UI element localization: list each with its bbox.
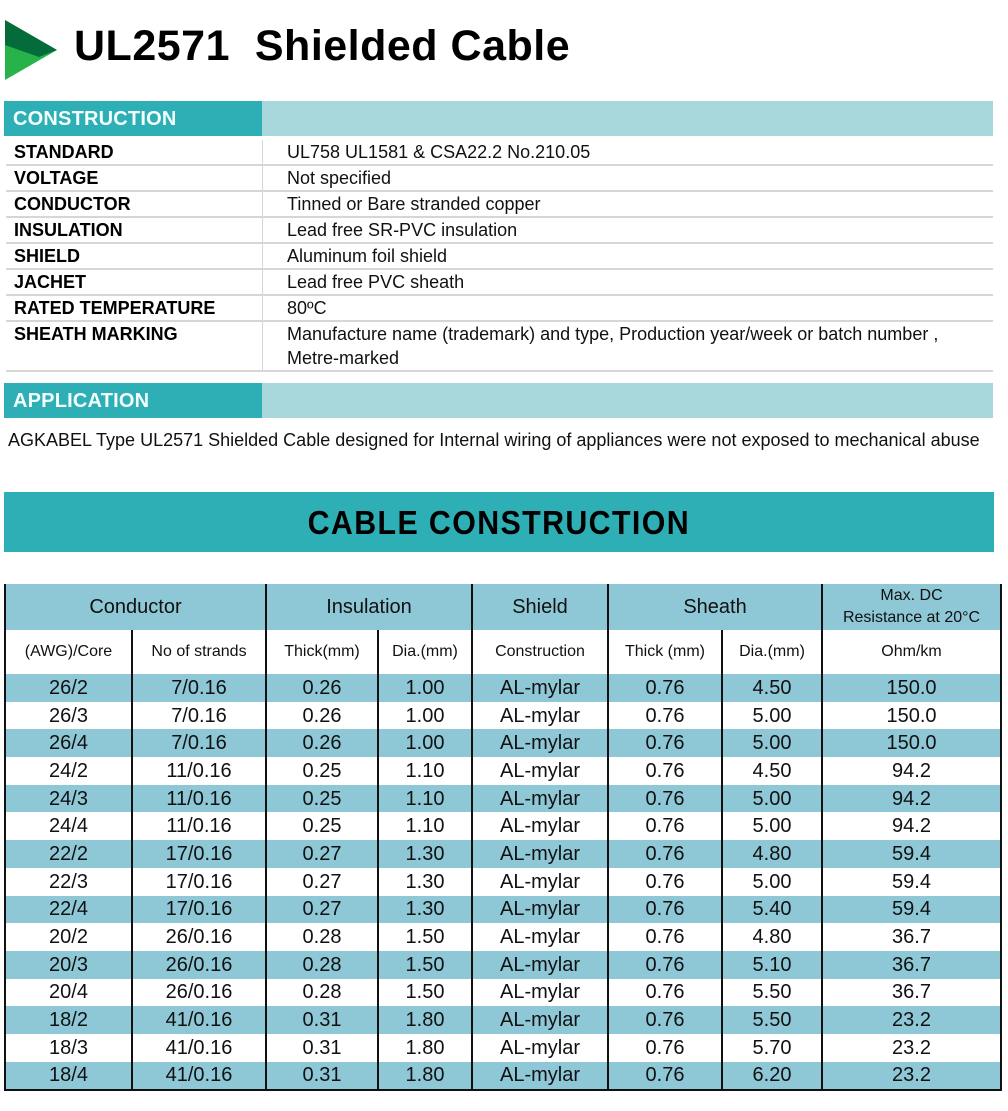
cell-insulation-thick: 0.31 <box>266 1062 378 1091</box>
cell-sheath-dia: 4.80 <box>722 923 822 951</box>
cell-resistance: 36.7 <box>822 979 1001 1007</box>
table-row <box>5 812 1001 840</box>
construction-key: STANDARD <box>6 140 263 164</box>
table-group-header-row <box>5 584 1001 630</box>
cell-no-of-strands: 11/0.16 <box>132 812 266 840</box>
cell-sheath-thick: 0.76 <box>608 896 722 924</box>
cell-resistance: 59.4 <box>822 840 1001 868</box>
construction-row <box>6 166 993 192</box>
cell-awg-core: 22/4 <box>5 896 132 924</box>
cell-sheath-thick: 0.76 <box>608 729 722 757</box>
cell-insulation-dia: 1.30 <box>378 868 472 896</box>
cell-awg-core: 18/3 <box>5 1034 132 1062</box>
cell-awg-core: 18/4 <box>5 1062 132 1091</box>
table-sub-header-row <box>5 630 1001 674</box>
cell-awg-core: 26/2 <box>5 674 132 702</box>
cell-sheath-thick: 0.76 <box>608 979 722 1007</box>
cell-sheath-dia: 5.00 <box>722 868 822 896</box>
cell-resistance: 36.7 <box>822 951 1001 979</box>
application-description: AGKABEL Type UL2571 Shielded Cable designed for Internal wiring of appliances were not exposed to mechanical abuse <box>8 430 980 450</box>
cell-awg-core: 24/2 <box>5 757 132 785</box>
application-label-block <box>4 383 262 418</box>
page-title: UL2571 Shielded Cable <box>74 22 571 70</box>
cell-insulation-thick: 0.25 <box>266 785 378 813</box>
construction-value: Tinned or Bare stranded copper <box>287 194 541 214</box>
cell-insulation-dia: 1.80 <box>378 1006 472 1034</box>
cell-no-of-strands: 7/0.16 <box>132 729 266 757</box>
cell-no-of-strands: 17/0.16 <box>132 896 266 924</box>
cell-insulation-thick: 0.26 <box>266 674 378 702</box>
subheader-shield-construction: Construction <box>472 630 608 674</box>
cell-no-of-strands: 41/0.16 <box>132 1006 266 1034</box>
header-shield: Shield <box>472 584 608 630</box>
cell-no-of-strands: 41/0.16 <box>132 1062 266 1091</box>
cell-resistance: 23.2 <box>822 1062 1001 1091</box>
cell-shield-construction: AL-mylar <box>472 1062 608 1091</box>
cell-insulation-thick: 0.26 <box>266 729 378 757</box>
cell-shield-construction: AL-mylar <box>472 979 608 1007</box>
construction-row <box>6 296 993 322</box>
cell-no-of-strands: 41/0.16 <box>132 1034 266 1062</box>
subheader-sheath-thick: Thick (mm) <box>608 630 722 674</box>
header-insulation: Insulation <box>266 584 472 630</box>
header-conductor: Conductor <box>5 584 266 630</box>
cell-insulation-dia: 1.00 <box>378 702 472 730</box>
construction-row <box>6 140 993 166</box>
cell-insulation-dia: 1.50 <box>378 951 472 979</box>
construction-heading: CONSTRUCTION <box>13 108 177 130</box>
cell-resistance: 94.2 <box>822 785 1001 813</box>
cell-insulation-dia: 1.80 <box>378 1034 472 1062</box>
cell-sheath-thick: 0.76 <box>608 674 722 702</box>
cell-insulation-dia: 1.10 <box>378 812 472 840</box>
table-body <box>5 674 1001 1090</box>
cell-no-of-strands: 26/0.16 <box>132 951 266 979</box>
cell-awg-core: 26/4 <box>5 729 132 757</box>
construction-value: Manufacture name (trademark) and type, Production year/week or batch number , Metre-marked <box>287 324 939 368</box>
cell-sheath-thick: 0.76 <box>608 1062 722 1091</box>
cell-sheath-thick: 0.76 <box>608 812 722 840</box>
subheader-sheath-dia: Dia.(mm) <box>722 630 822 674</box>
cell-insulation-dia: 1.80 <box>378 1062 472 1091</box>
cell-insulation-dia: 1.30 <box>378 840 472 868</box>
subheader-awg-core: (AWG)/Core <box>5 630 132 674</box>
table-row <box>5 923 1001 951</box>
construction-key: RATED TEMPERATURE <box>6 296 263 320</box>
cell-no-of-strands: 17/0.16 <box>132 868 266 896</box>
construction-spec-list <box>6 140 993 372</box>
cell-shield-construction: AL-mylar <box>472 1006 608 1034</box>
cell-sheath-dia: 5.00 <box>722 729 822 757</box>
subheader-insulation-dia: Dia.(mm) <box>378 630 472 674</box>
application-heading: APPLICATION <box>13 390 150 412</box>
cell-insulation-thick: 0.31 <box>266 1034 378 1062</box>
construction-key: JACHET <box>6 270 263 294</box>
construction-key: INSULATION <box>6 218 263 242</box>
table-row <box>5 702 1001 730</box>
cell-insulation-thick: 0.25 <box>266 812 378 840</box>
cell-no-of-strands: 17/0.16 <box>132 840 266 868</box>
construction-value: Lead free SR-PVC insulation <box>287 220 518 240</box>
cell-shield-construction: AL-mylar <box>472 868 608 896</box>
subheader-no-of-strands: No of strands <box>132 630 266 674</box>
cell-sheath-thick: 0.76 <box>608 868 722 896</box>
cell-awg-core: 24/4 <box>5 812 132 840</box>
subheader-resistance-unit: Ohm/km <box>822 630 1001 674</box>
cell-insulation-thick: 0.26 <box>266 702 378 730</box>
construction-value: Aluminum foil shield <box>287 246 448 266</box>
cell-shield-construction: AL-mylar <box>472 923 608 951</box>
cell-resistance: 94.2 <box>822 812 1001 840</box>
cell-sheath-dia: 5.50 <box>722 979 822 1007</box>
cell-insulation-dia: 1.00 <box>378 674 472 702</box>
cell-shield-construction: AL-mylar <box>472 1034 608 1062</box>
page-header <box>0 0 1008 95</box>
header-resistance-line1: Max. DC <box>880 587 943 604</box>
cell-insulation-thick: 0.28 <box>266 979 378 1007</box>
table-row <box>5 785 1001 813</box>
table-row <box>5 1034 1001 1062</box>
construction-key: SHEATH MARKING <box>6 322 263 370</box>
cell-awg-core: 18/2 <box>5 1006 132 1034</box>
cell-shield-construction: AL-mylar <box>472 896 608 924</box>
cell-sheath-thick: 0.76 <box>608 757 722 785</box>
cell-resistance: 23.2 <box>822 1006 1001 1034</box>
table-row <box>5 896 1001 924</box>
cell-shield-construction: AL-mylar <box>472 674 608 702</box>
cell-awg-core: 24/3 <box>5 785 132 813</box>
construction-value: Not specified <box>287 168 392 188</box>
cell-awg-core: 22/3 <box>5 868 132 896</box>
table-row <box>5 757 1001 785</box>
header-max-dc-resistance <box>822 584 1001 630</box>
cell-shield-construction: AL-mylar <box>472 785 608 813</box>
cell-insulation-thick: 0.28 <box>266 951 378 979</box>
construction-key: SHIELD <box>6 244 263 268</box>
header-resistance-line2: Resistance at 20°C <box>842 609 981 626</box>
cell-insulation-dia: 1.10 <box>378 785 472 813</box>
cell-sheath-dia: 5.00 <box>722 702 822 730</box>
cell-insulation-dia: 1.10 <box>378 757 472 785</box>
cell-insulation-dia: 1.00 <box>378 729 472 757</box>
play-triangle-icon <box>5 20 57 80</box>
cell-sheath-dia: 5.40 <box>722 896 822 924</box>
subheader-insulation-thick: Thick(mm) <box>266 630 378 674</box>
cell-sheath-dia: 6.20 <box>722 1062 822 1091</box>
cell-sheath-dia: 5.10 <box>722 951 822 979</box>
cell-no-of-strands: 26/0.16 <box>132 923 266 951</box>
cell-no-of-strands: 11/0.16 <box>132 785 266 813</box>
construction-row <box>6 270 993 296</box>
table-row <box>5 868 1001 896</box>
cell-awg-core: 22/2 <box>5 840 132 868</box>
cell-sheath-thick: 0.76 <box>608 923 722 951</box>
cell-insulation-thick: 0.27 <box>266 896 378 924</box>
cell-no-of-strands: 26/0.16 <box>132 979 266 1007</box>
cable-spec-table <box>4 584 1002 1091</box>
cell-insulation-dia: 1.50 <box>378 923 472 951</box>
cell-shield-construction: AL-mylar <box>472 757 608 785</box>
cell-sheath-dia: 5.70 <box>722 1034 822 1062</box>
table-row <box>5 979 1001 1007</box>
cell-no-of-strands: 7/0.16 <box>132 702 266 730</box>
cell-resistance: 36.7 <box>822 923 1001 951</box>
construction-row <box>6 322 993 372</box>
cell-resistance: 150.0 <box>822 702 1001 730</box>
application-section-header <box>4 383 993 418</box>
cell-sheath-dia: 5.50 <box>722 1006 822 1034</box>
cell-no-of-strands: 11/0.16 <box>132 757 266 785</box>
table-row <box>5 1006 1001 1034</box>
construction-label-block <box>4 101 262 136</box>
cell-sheath-thick: 0.76 <box>608 1034 722 1062</box>
table-row <box>5 729 1001 757</box>
cell-sheath-thick: 0.76 <box>608 1006 722 1034</box>
cell-resistance: 59.4 <box>822 896 1001 924</box>
cell-insulation-thick: 0.31 <box>266 1006 378 1034</box>
cell-resistance: 150.0 <box>822 729 1001 757</box>
construction-key: CONDUCTOR <box>6 192 263 216</box>
cell-shield-construction: AL-mylar <box>472 951 608 979</box>
cell-resistance: 94.2 <box>822 757 1001 785</box>
cell-sheath-dia: 4.80 <box>722 840 822 868</box>
cell-resistance: 150.0 <box>822 674 1001 702</box>
cell-insulation-thick: 0.25 <box>266 757 378 785</box>
construction-value: UL758 UL1581 & CSA22.2 No.210.05 <box>287 142 591 162</box>
table-row <box>5 951 1001 979</box>
cell-resistance: 59.4 <box>822 868 1001 896</box>
cell-shield-construction: AL-mylar <box>472 812 608 840</box>
cell-shield-construction: AL-mylar <box>472 702 608 730</box>
cell-awg-core: 20/4 <box>5 979 132 1007</box>
cable-construction-title: CABLE CONSTRUCTION <box>307 504 691 541</box>
cell-no-of-strands: 7/0.16 <box>132 674 266 702</box>
cell-sheath-dia: 5.00 <box>722 785 822 813</box>
cell-sheath-dia: 5.00 <box>722 812 822 840</box>
table-row <box>5 1062 1001 1091</box>
construction-row <box>6 192 993 218</box>
construction-value: Lead free PVC sheath <box>287 272 465 292</box>
cable-construction-banner <box>4 492 994 552</box>
table-row <box>5 674 1001 702</box>
table-row <box>5 840 1001 868</box>
cell-sheath-dia: 4.50 <box>722 674 822 702</box>
cell-shield-construction: AL-mylar <box>472 840 608 868</box>
cell-insulation-dia: 1.50 <box>378 979 472 1007</box>
cell-sheath-dia: 4.50 <box>722 757 822 785</box>
construction-row <box>6 218 993 244</box>
cell-insulation-thick: 0.27 <box>266 840 378 868</box>
cell-resistance: 23.2 <box>822 1034 1001 1062</box>
cell-shield-construction: AL-mylar <box>472 729 608 757</box>
cell-sheath-thick: 0.76 <box>608 702 722 730</box>
cell-sheath-thick: 0.76 <box>608 785 722 813</box>
cell-insulation-dia: 1.30 <box>378 896 472 924</box>
cell-sheath-thick: 0.76 <box>608 840 722 868</box>
construction-key: VOLTAGE <box>6 166 263 190</box>
construction-value: 80ºC <box>287 298 327 318</box>
header-sheath: Sheath <box>608 584 822 630</box>
cell-awg-core: 20/3 <box>5 951 132 979</box>
construction-row <box>6 244 993 270</box>
construction-section-header <box>4 101 993 136</box>
cell-sheath-thick: 0.76 <box>608 951 722 979</box>
cell-awg-core: 26/3 <box>5 702 132 730</box>
cell-insulation-thick: 0.28 <box>266 923 378 951</box>
cell-awg-core: 20/2 <box>5 923 132 951</box>
cell-insulation-thick: 0.27 <box>266 868 378 896</box>
